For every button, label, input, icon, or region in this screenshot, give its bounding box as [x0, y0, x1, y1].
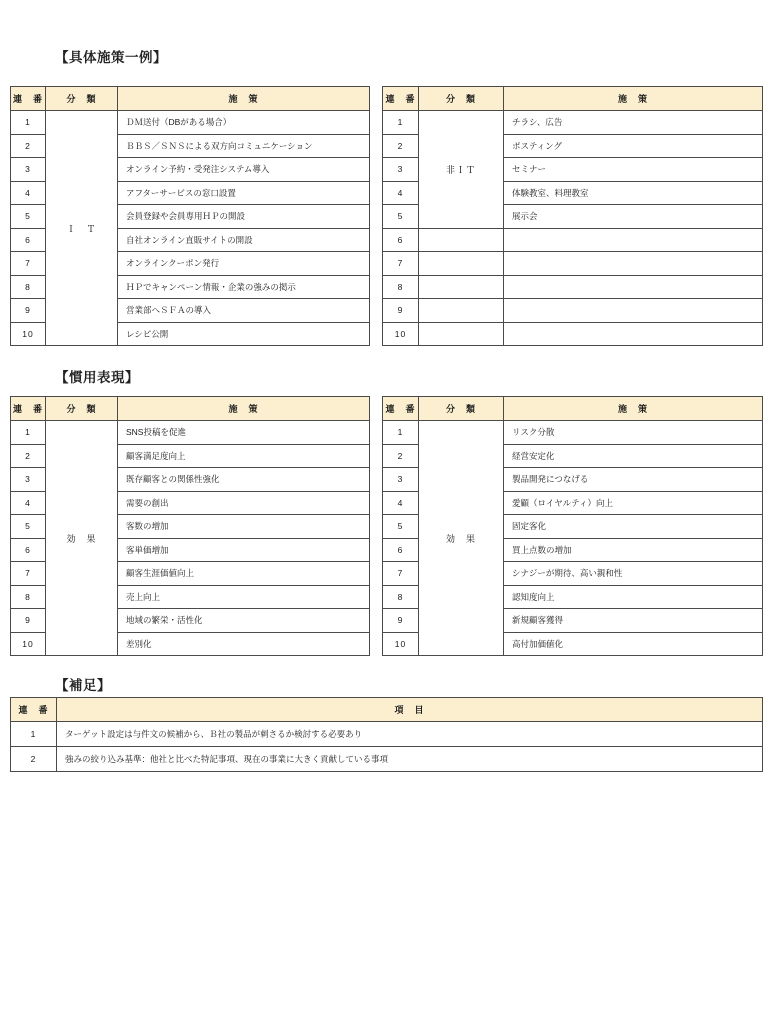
row-number-cell: 6 [11, 228, 46, 252]
row-number-cell: 7 [11, 252, 46, 276]
measure-cell [504, 252, 763, 276]
measure-cell: 顧客満足度向上 [118, 444, 370, 468]
category-cell-empty [419, 228, 504, 252]
measure-cell: 体験教室、料理教室 [504, 181, 763, 205]
measure-cell: 高付加価値化 [504, 632, 763, 656]
table-row [383, 228, 763, 252]
row-number-cell: 2 [11, 134, 46, 158]
column-header: 施 策 [118, 87, 370, 111]
measure-cell: 新規顧客獲得 [504, 609, 763, 633]
column-header: 施 策 [504, 87, 763, 111]
row-number-cell: 5 [11, 205, 46, 229]
category-cell-empty [419, 322, 504, 346]
row-number-cell: 7 [383, 562, 419, 586]
measure-cell: 展示会 [504, 205, 763, 229]
column-header: 分 類 [46, 397, 118, 421]
row-number-cell: 5 [383, 515, 419, 539]
column-header: 連 番 [383, 397, 419, 421]
section-title-supplement: 【補足】 [55, 678, 111, 693]
row-number-cell: 10 [383, 322, 419, 346]
row-number-cell: 6 [383, 228, 419, 252]
measure-cell: 製品開発につなげる [504, 468, 763, 492]
measure-cell: 客単価増加 [118, 538, 370, 562]
measure-cell: リスク分散 [504, 421, 763, 445]
row-number-cell: 3 [11, 158, 46, 182]
table-row [11, 722, 763, 747]
header-row [11, 87, 370, 111]
column-header: 連 番 [383, 87, 419, 111]
row-number-cell: 4 [383, 491, 419, 515]
measure-cell: ＨＰでキャンペーン情報・企業の強みの掲示 [118, 275, 370, 299]
measure-cell: セミナー [504, 158, 763, 182]
table-row [383, 275, 763, 299]
measure-cell: シナジーが期待、高い親和性 [504, 562, 763, 586]
measure-cell: 客数の増加 [118, 515, 370, 539]
item-cell: ターゲット設定は与件文の候補から、Ｂ社の製品が刺さるか検討する必要あり [57, 722, 763, 747]
table-row [383, 299, 763, 323]
measure-cell: SNS投稿を促進 [118, 421, 370, 445]
measure-cell: 顧客生涯価値向上 [118, 562, 370, 586]
column-header: 施 策 [118, 397, 370, 421]
measure-cell: 会員登録や会員専用ＨＰの開設 [118, 205, 370, 229]
row-number-cell: 4 [11, 181, 46, 205]
row-number-cell: 2 [383, 134, 419, 158]
measure-cell: 愛顧（ロイヤルティ）向上 [504, 491, 763, 515]
measure-cell: 既存顧客との関係性強化 [118, 468, 370, 492]
row-number-cell: 9 [11, 609, 46, 633]
row-number-cell: 8 [383, 275, 419, 299]
row-number-cell: 4 [11, 491, 46, 515]
row-number-cell: 2 [11, 747, 57, 772]
row-number-cell: 3 [383, 158, 419, 182]
measure-cell [504, 228, 763, 252]
column-header: 項 目 [57, 698, 763, 722]
measure-cell [504, 322, 763, 346]
measure-cell: レシピ公開 [118, 322, 370, 346]
category-cell: 効 果 [419, 421, 504, 656]
row-number-cell: 3 [383, 468, 419, 492]
row-number-cell: 8 [11, 585, 46, 609]
row-number-cell: 6 [383, 538, 419, 562]
header-row [11, 397, 370, 421]
section-title-concrete-measures: 【具体施策一例】 [55, 50, 167, 65]
category-cell-empty [419, 275, 504, 299]
table-row [11, 111, 370, 135]
table-row [383, 252, 763, 276]
item-cell: 強みの絞り込み基準：他社と比べた特記事項、現在の事業に大きく貢献している事項 [57, 747, 763, 772]
table-row [383, 421, 763, 445]
measure-cell: アフターサービスの窓口設置 [118, 181, 370, 205]
row-number-cell: 10 [11, 322, 46, 346]
measure-cell: 固定客化 [504, 515, 763, 539]
measure-cell: 差別化 [118, 632, 370, 656]
row-number-cell: 1 [383, 421, 419, 445]
measure-cell: 買上点数の増加 [504, 538, 763, 562]
measure-cell: 営業部へＳＦＡの導入 [118, 299, 370, 323]
row-number-cell: 1 [11, 111, 46, 135]
row-number-cell: 9 [11, 299, 46, 323]
measure-cell: 自社オンライン直販サイトの開設 [118, 228, 370, 252]
row-number-cell: 1 [11, 421, 46, 445]
category-cell: Ｉ Ｔ [46, 111, 118, 346]
measure-cell: 売上向上 [118, 585, 370, 609]
row-number-cell: 7 [383, 252, 419, 276]
measure-cell: 需要の創出 [118, 491, 370, 515]
header-row [383, 87, 763, 111]
row-number-cell: 10 [383, 632, 419, 656]
row-number-cell: 10 [11, 632, 46, 656]
section-title-idiomatic-expressions: 【慣用表現】 [55, 370, 139, 385]
header-row [11, 698, 763, 722]
row-number-cell: 9 [383, 609, 419, 633]
category-cell-empty [419, 252, 504, 276]
row-number-cell: 9 [383, 299, 419, 323]
table-row [383, 111, 763, 135]
measure-cell: オンラインクーポン発行 [118, 252, 370, 276]
measure-cell: ＢＢＳ／ＳＮＳによる双方向コミュニケーション [118, 134, 370, 158]
row-number-cell: 8 [383, 585, 419, 609]
row-number-cell: 7 [11, 562, 46, 586]
row-number-cell: 4 [383, 181, 419, 205]
row-number-cell: 8 [11, 275, 46, 299]
column-header: 施 策 [504, 397, 763, 421]
table-row [11, 421, 370, 445]
category-cell: 効 果 [46, 421, 118, 656]
row-number-cell: 2 [11, 444, 46, 468]
effect-expressions-left-table [10, 396, 370, 656]
measure-cell: 経営安定化 [504, 444, 763, 468]
it-measures-table [10, 86, 370, 346]
effect-expressions-right-table [382, 396, 763, 656]
measure-cell: ＤＭ送付（DBがある場合） [118, 111, 370, 135]
column-header: 連 番 [11, 87, 46, 111]
header-row [383, 397, 763, 421]
row-number-cell: 5 [383, 205, 419, 229]
column-header: 連 番 [11, 397, 46, 421]
column-header: 連 番 [11, 698, 57, 722]
category-cell-empty [419, 299, 504, 323]
measure-cell [504, 299, 763, 323]
column-header: 分 類 [46, 87, 118, 111]
row-number-cell: 6 [11, 538, 46, 562]
table-row [383, 322, 763, 346]
row-number-cell: 1 [11, 722, 57, 747]
category-cell: 非ＩＴ [419, 111, 504, 229]
row-number-cell: 2 [383, 444, 419, 468]
column-header: 分 類 [419, 87, 504, 111]
supplement-table [10, 697, 763, 772]
row-number-cell: 3 [11, 468, 46, 492]
table-row [11, 747, 763, 772]
measure-cell [504, 275, 763, 299]
measure-cell: オンライン予約・受発注システム導入 [118, 158, 370, 182]
measure-cell: ポスティング [504, 134, 763, 158]
row-number-cell: 1 [383, 111, 419, 135]
row-number-cell: 5 [11, 515, 46, 539]
column-header: 分 類 [419, 397, 504, 421]
measure-cell: 認知度向上 [504, 585, 763, 609]
measure-cell: チラシ、広告 [504, 111, 763, 135]
non-it-measures-table [382, 86, 763, 346]
measure-cell: 地域の繁栄・活性化 [118, 609, 370, 633]
